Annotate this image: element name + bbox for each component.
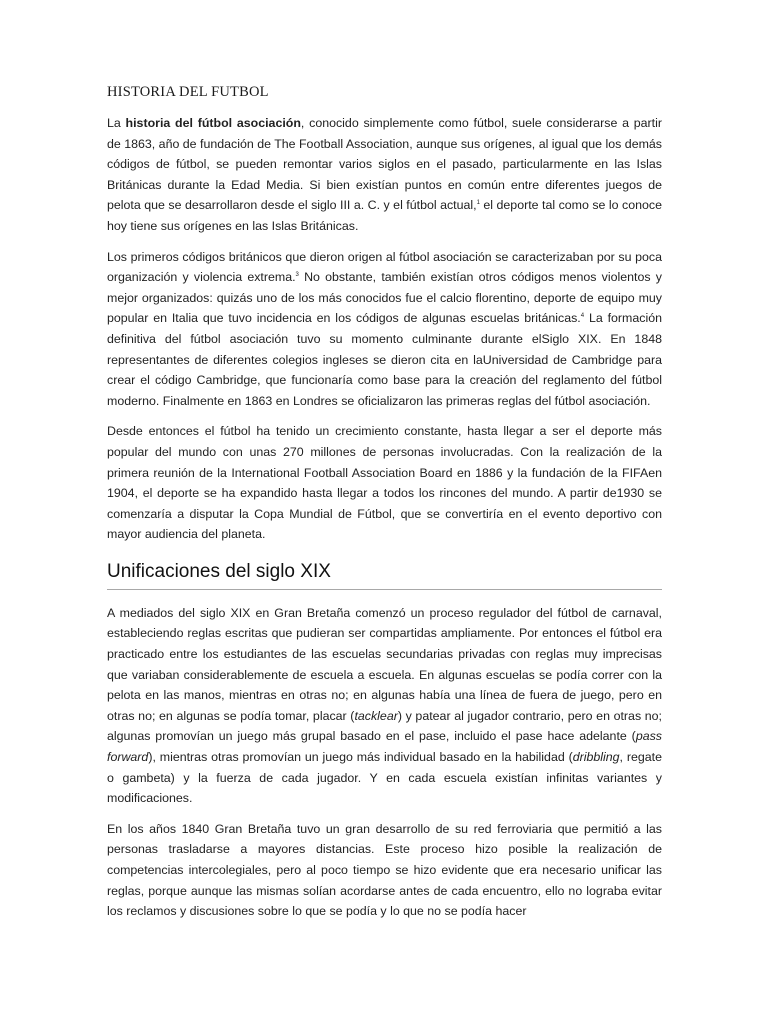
document-title: HISTORIA DEL FUTBOL bbox=[107, 84, 269, 100]
section-paragraph-1 bbox=[107, 603, 662, 809]
footnote-ref-4[interactable]: 4 bbox=[580, 313, 585, 320]
italic-term: pass forward bbox=[107, 729, 662, 765]
text-run: La bbox=[107, 116, 126, 130]
text-run: ) y patear al jugador contrario, pero en otras no; algunas promovían un juego más grupal basado en el pase, incluido el pase hace adelante ( bbox=[107, 708, 662, 744]
intro-paragraph-3: Desde entonces el fútbol ha tenido un crecimiento constante, hasta llegar a ser el deporte más popular del mundo con unas 270 millones de personas involucradas. Con la realización de la primera reunión de la International Football Association Board en 1886 y la fundación de la FIFAen 1904, el deporte se ha expandido hasta llegar a todos los rincones del mundo. A partir de1930 se comenzaría a disputar la Copa Mundial de Fútbol, que se convertiría en el evento deportivo con mayor audiencia del planeta. bbox=[107, 424, 662, 542]
italic-term: dribbling bbox=[572, 750, 620, 765]
section-heading: Unificaciones del siglo XIX bbox=[107, 561, 662, 590]
text-run: , conocido simplemente como fútbol, suele considerarse a partir de 1863, año de fundación de The Football Association, aunque sus orígenes, al igual que los demás códigos de fútbol, se pueden remontar varios siglos en el pasado, particularmente en las Islas Británicas durante la Edad Media. Si bien existían puntos en común entre diferentes juegos de pelota que se desarrollaron desde el siglo III a. C. y el fútbol actual, bbox=[107, 116, 662, 213]
section-body bbox=[107, 603, 662, 922]
italic-term: tacklear bbox=[354, 708, 398, 723]
text-run: A mediados del siglo XIX en Gran Bretaña comenzó un proceso regulador del fútbol de carnaval, estableciendo reglas escritas que pudieran ser compartidas ampliamente. Por entonces el fútbol era practicado entre los estudiantes de las escuelas secundarias privadas con reglas muy imprecisas que variaban considerablemente de escuela a escuela. En algunas escuelas se podía correr con la pelota en las manos, mientras en otras no; en algunas había una línea de fuera de juego, pero en otras no; en algunas se podía tomar, placar ( bbox=[107, 605, 662, 723]
text-run: La formación definitiva del fútbol asociación tuvo su momento culminante durante elSiglo XIX. En 1848 representantes de diferentes colegios ingleses se dieron cita en laUniversidad de Cambridge para crear el código Cambridge, que funcionaría como base para la creación del reglamento del fútbol moderno. Finalmente en 1863 en Londres se oficializaron las primeras reglas del fútbol asociación. bbox=[107, 311, 663, 408]
footnote-ref-3[interactable]: 3 bbox=[295, 272, 299, 279]
footnote-ref-1[interactable]: 1 bbox=[476, 200, 480, 207]
section-paragraph-2: En los años 1840 Gran Bretaña tuvo un gran desarrollo de su red ferroviaria que permitió a las personas trasladarse a mayores distancias. Este proceso hizo posible la realización de competencias intercolegiales, pero al poco tiempo se hizo evidente que era necesario unificar las reglas, porque aunque las mismas solían acordarse antes de cada encuentro, ello no lograba evitar los reclamos y discusiones sobre lo que se podía y lo que no se podía hacer bbox=[107, 821, 662, 919]
text-run: No obstante, también existían otros códigos menos violentos y mejor organizados: quizás uno de los más conocidos fue el calcio florentino, deporte de equipo muy popular en Italia que tuvo incidencia en los códigos de algunas escuelas británicas. bbox=[107, 270, 662, 326]
intro-paragraph-2 bbox=[107, 247, 662, 412]
bold-term: historia del fútbol asociación bbox=[125, 116, 301, 130]
text-run: , regate o gambeta) y la fuerza de cada jugador. Y en cada escuela existían infinitas variantes y modificaciones. bbox=[107, 750, 662, 806]
document-page bbox=[107, 84, 662, 932]
text-run: el deporte tal como se lo conoce hoy tiene sus orígenes en las Islas Británicas. bbox=[107, 198, 662, 233]
intro-paragraph-1 bbox=[107, 113, 662, 237]
text-run: ), mientras otras promovían un juego más individual basado en la habilidad ( bbox=[148, 750, 573, 765]
text-run: Los primeros códigos británicos que dieron origen al fútbol asociación se caracterizaban por su poca organización y violencia extrema. bbox=[107, 249, 662, 285]
